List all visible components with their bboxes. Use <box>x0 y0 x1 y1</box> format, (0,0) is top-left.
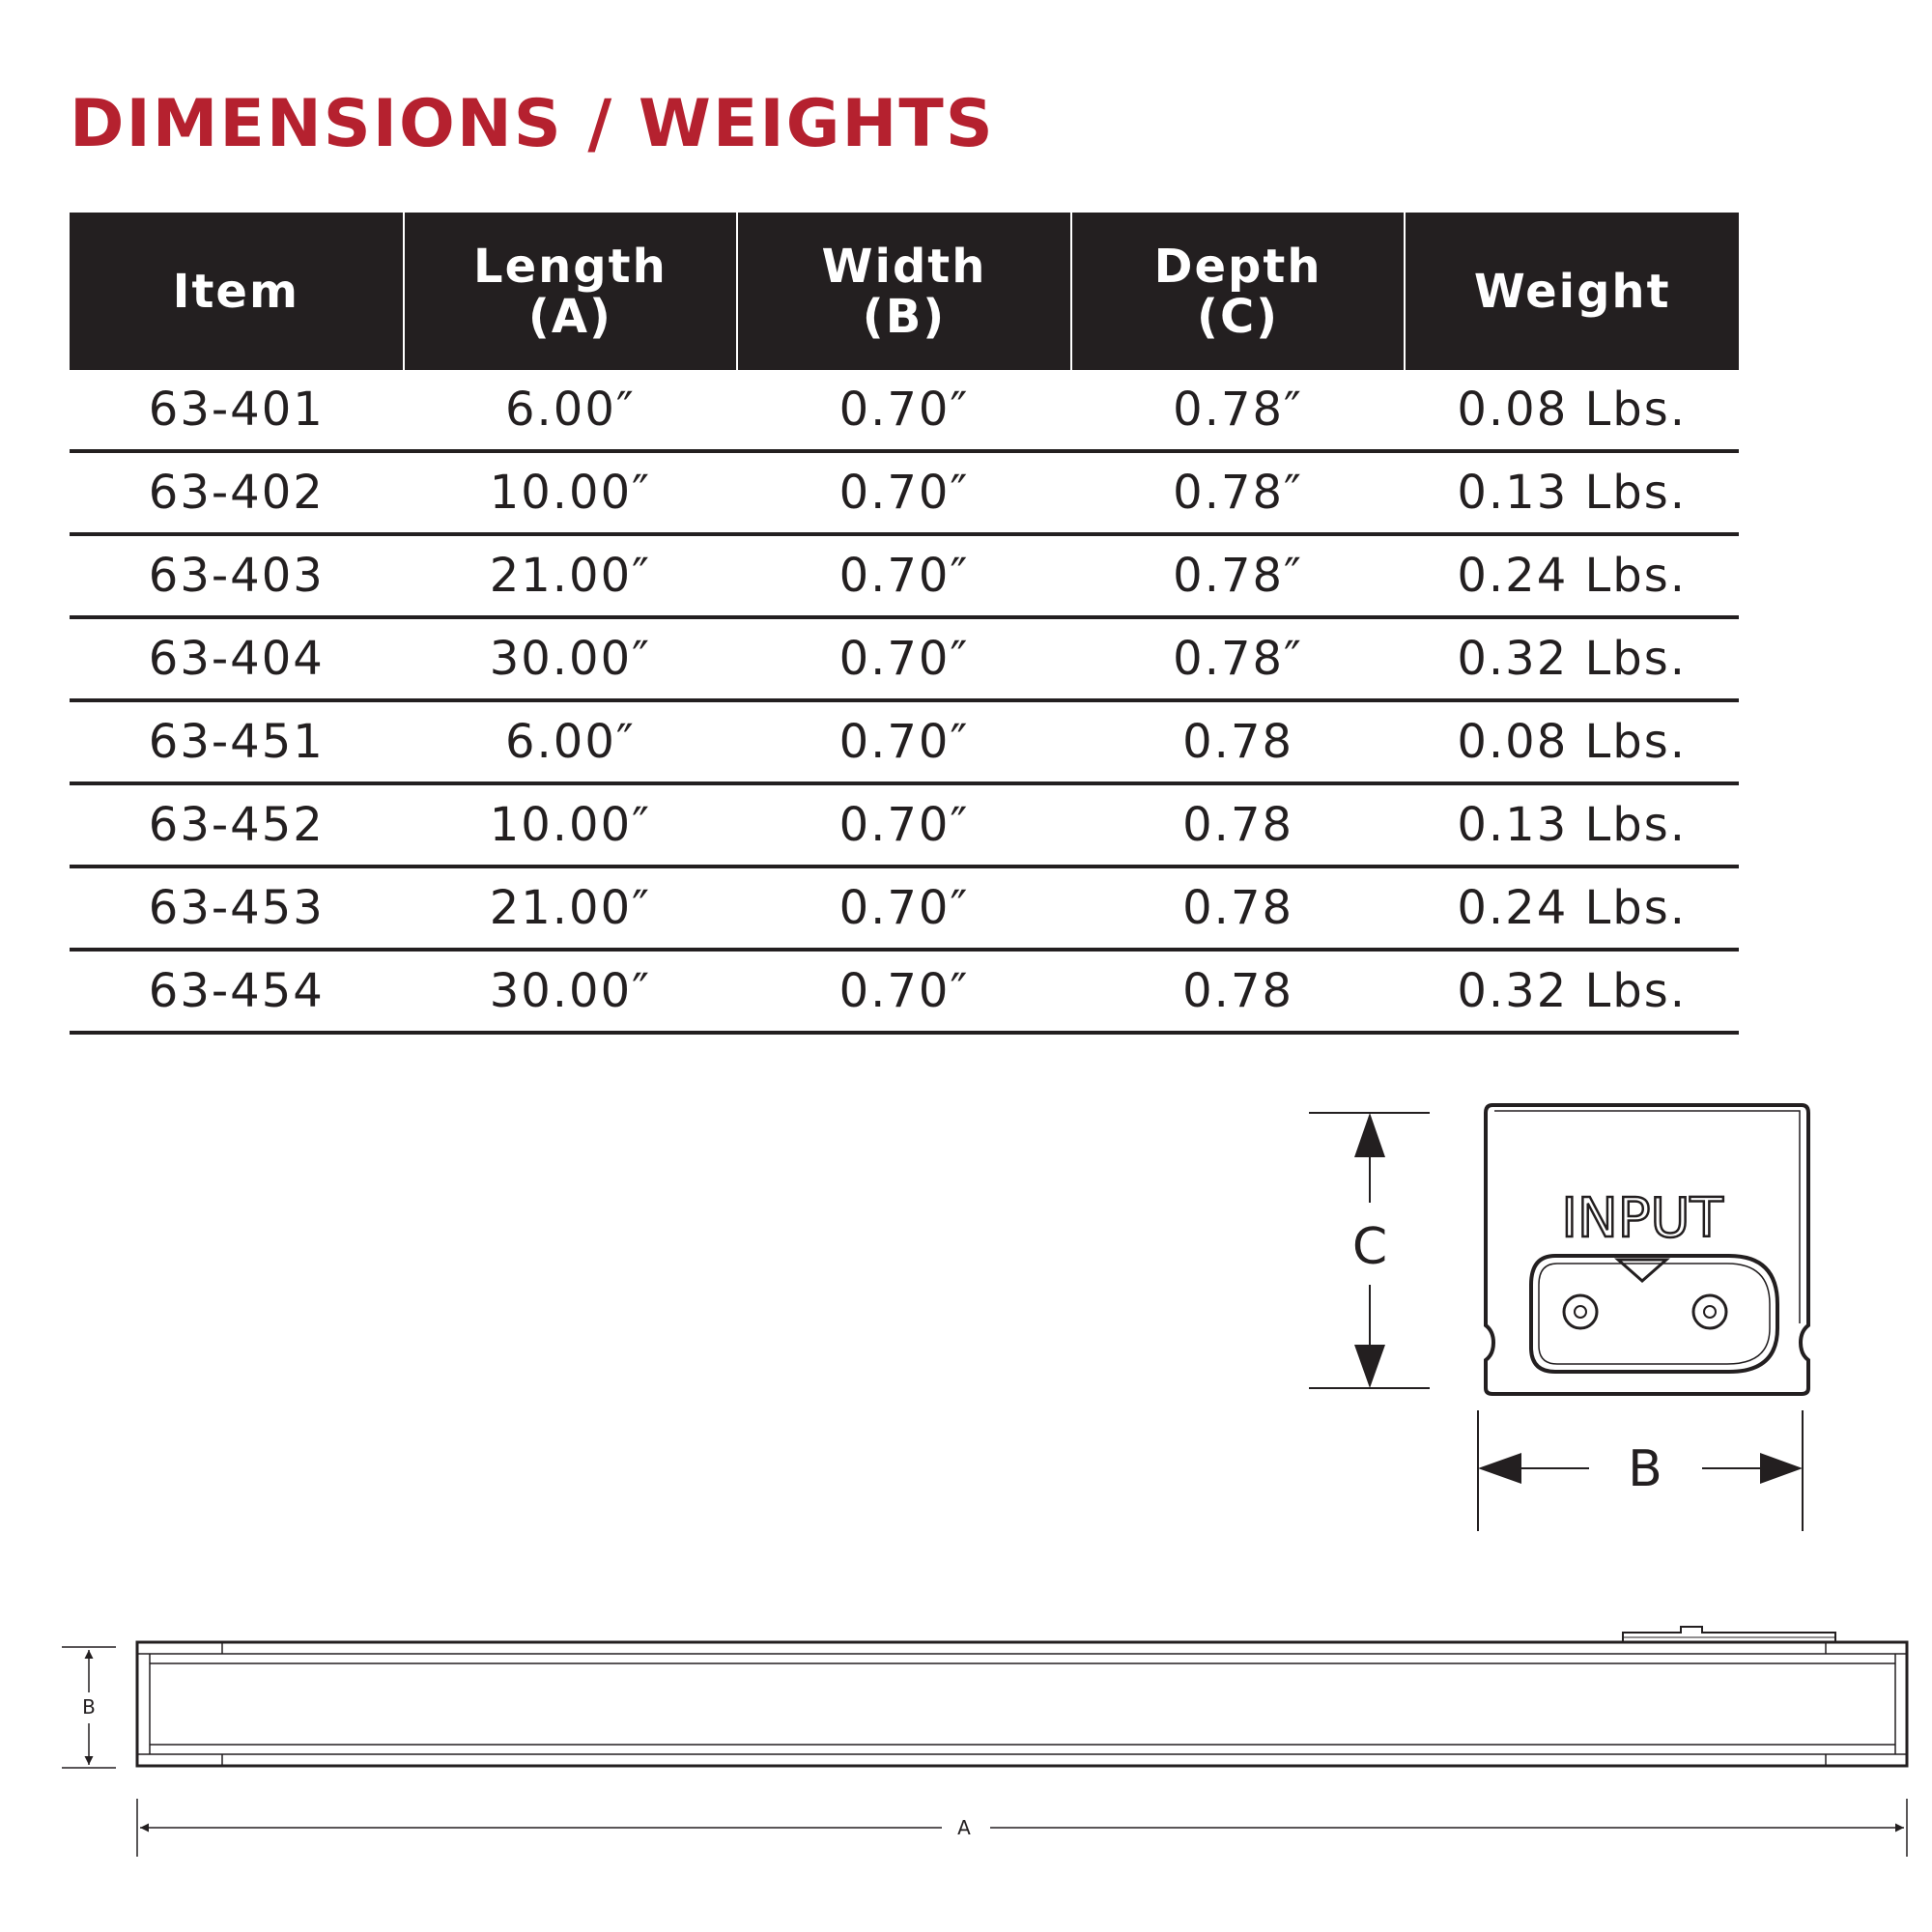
cell-length: 6.00″ <box>404 370 738 451</box>
cell-width: 0.70″ <box>737 700 1071 783</box>
cell-depth: 0.78 <box>1071 700 1406 783</box>
header-depth-label: Depth <box>1153 239 1322 294</box>
connector-housing <box>1623 1627 1835 1642</box>
cell-weight: 0.24 Lbs. <box>1405 534 1739 617</box>
cell-item: 63-451 <box>70 700 404 783</box>
cell-depth: 0.78″ <box>1071 451 1406 534</box>
side-view-drawing <box>137 1627 1907 1766</box>
side-width-label: B <box>82 1695 96 1719</box>
cell-length: 6.00″ <box>404 700 738 783</box>
end-view-drawing <box>1486 1105 1808 1394</box>
cell-width: 0.70″ <box>737 617 1071 700</box>
cell-length: 10.00″ <box>404 451 738 534</box>
cell-weight: 0.08 Lbs. <box>1405 700 1739 783</box>
cell-depth: 0.78″ <box>1071 370 1406 451</box>
header-item-label: Item <box>172 264 299 319</box>
cell-length: 21.00″ <box>404 867 738 950</box>
input-label: INPUT <box>1561 1187 1723 1250</box>
width-dimension <box>1478 1410 1803 1531</box>
cell-weight: 0.32 Lbs. <box>1405 617 1739 700</box>
contact-pin-left <box>1564 1295 1597 1328</box>
header-length-code: (A) <box>527 289 612 344</box>
cell-depth: 0.78 <box>1071 950 1406 1033</box>
length-label: A <box>957 1816 971 1839</box>
cell-weight: 0.13 Lbs. <box>1405 451 1739 534</box>
cell-item: 63-454 <box>70 950 404 1033</box>
connector-socket <box>1531 1256 1777 1372</box>
cell-weight: 0.32 Lbs. <box>1405 950 1739 1033</box>
cell-length: 30.00″ <box>404 950 738 1033</box>
fixture-body <box>137 1642 1907 1766</box>
cell-length: 10.00″ <box>404 783 738 867</box>
length-dimension <box>137 1799 1907 1857</box>
cell-width: 0.70″ <box>737 783 1071 867</box>
header-length-label: Length <box>472 239 668 294</box>
cell-width: 0.70″ <box>737 950 1071 1033</box>
cell-depth: 0.78″ <box>1071 534 1406 617</box>
header-weight-label: Weight <box>1473 264 1671 319</box>
cell-weight: 0.08 Lbs. <box>1405 370 1739 451</box>
cell-length: 21.00″ <box>404 534 738 617</box>
cell-length: 30.00″ <box>404 617 738 700</box>
arrow-right-icon <box>1760 1453 1803 1484</box>
arrow-left-icon <box>1478 1453 1521 1484</box>
cell-item: 63-453 <box>70 867 404 950</box>
cell-weight: 0.13 Lbs. <box>1405 783 1739 867</box>
cell-depth: 0.78 <box>1071 783 1406 867</box>
width-label: B <box>1628 1440 1662 1498</box>
cell-depth: 0.78″ <box>1071 617 1406 700</box>
cell-width: 0.70″ <box>737 534 1071 617</box>
cell-depth: 0.78 <box>1071 867 1406 950</box>
side-width-dimension <box>62 1647 116 1768</box>
cell-width: 0.70″ <box>737 370 1071 451</box>
header-depth-code: (C) <box>1197 289 1280 344</box>
cell-item: 63-404 <box>70 617 404 700</box>
cell-item: 63-452 <box>70 783 404 867</box>
connector-socket-inner <box>1539 1264 1770 1364</box>
arrow-down-icon <box>1354 1345 1385 1388</box>
cell-item: 63-401 <box>70 370 404 451</box>
header-width-code: (B) <box>862 289 947 344</box>
cell-item: 63-402 <box>70 451 404 534</box>
contact-pin-right <box>1693 1295 1726 1328</box>
cell-weight: 0.24 Lbs. <box>1405 867 1739 950</box>
cell-item: 63-403 <box>70 534 404 617</box>
page-title: DIMENSIONS / WEIGHTS <box>70 86 995 162</box>
header-width-label: Width <box>821 239 987 294</box>
cell-width: 0.70″ <box>737 451 1071 534</box>
depth-dimension <box>1309 1113 1430 1388</box>
arrow-up-icon <box>1354 1113 1385 1157</box>
cell-width: 0.70″ <box>737 867 1071 950</box>
depth-label: C <box>1351 1218 1388 1276</box>
